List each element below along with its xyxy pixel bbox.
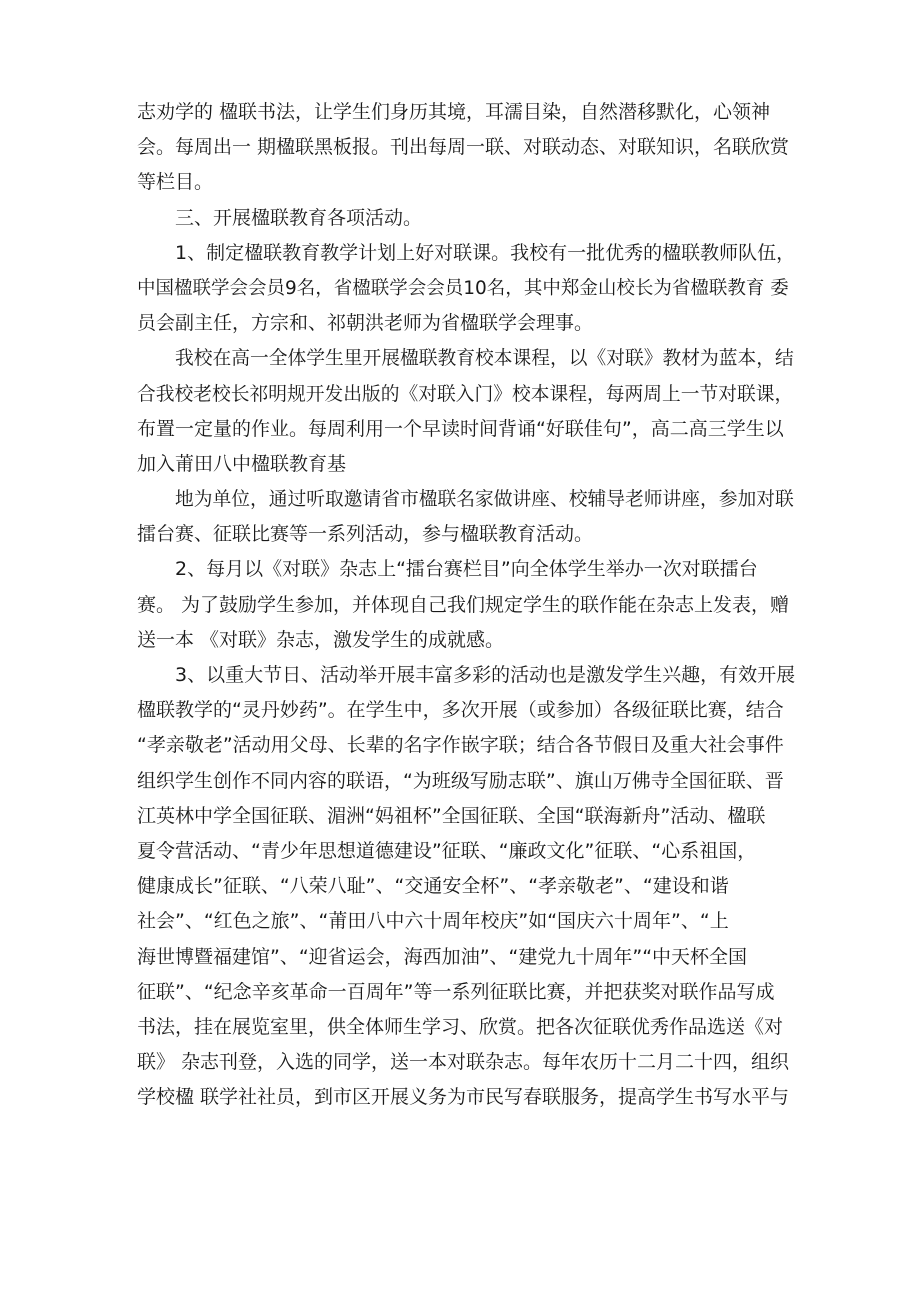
text-line: 夏令营活动、“青少年思想道德建设”征联、“廉政文化”征联、“心系祖国， — [137, 839, 757, 862]
text-line: 2、每月以《对联》杂志上“擂台赛栏目”向全体学生举办一次对联擂台 — [175, 558, 758, 581]
text-line: 员会副主任，方宗和、祁朝洪老师为省楹联学会理事。 — [137, 312, 594, 335]
text-line: 加入莆田八中楹联教育基 — [137, 452, 347, 475]
text-line: 中国楹联学会会员9名，省楹联学会会员10名，其中郑金山校长为省楹联教育 委 — [137, 277, 789, 299]
text-line: 等栏目。 — [137, 171, 214, 194]
text-line: 江英林中学全国征联、湄洲“妈祖杯”全国征联、全国“联海新舟”活动、楹联 — [137, 804, 766, 827]
text-line: 联》 杂志刊登，入选的同学，送一本对联杂志。每年农历十二月二十四，组织 — [137, 1051, 790, 1074]
text-line: 地为单位，通过听取邀请省市楹联名家做讲座、校辅导老师讲座，参加对联 — [175, 489, 794, 511]
text-line: 擂台赛、征联比赛等一系列活动，参与楹联教育活动。 — [137, 523, 594, 546]
text-line: 赛。 为了鼓励学生参加，并体现自己我们规定学生的联作能在杂志上发表，赠 — [137, 593, 790, 616]
text-line: 志劝学的 楹联书法，让学生们身历其境，耳濡目染，自然潜移默化，心领神 — [137, 101, 771, 123]
text-line: 楹联教学的“灵丹妙药”。在学生中，多次开展（或参加）各级征联比赛，结合 — [137, 699, 784, 722]
body-text — [137, 95, 797, 1115]
text-line: 健康成长”征联、“八荣八耻”、“交通安全杯”、“孝亲敬老”、“建设和谐 — [137, 875, 729, 898]
text-line: “孝亲敬老”活动用父母、长辈的名字作嵌字联；结合各节假日及重大社会事件 — [137, 734, 784, 757]
text-line: 送一本 《对联》杂志，激发学生的成就感。 — [137, 628, 505, 651]
text-line: 征联”、“纪念辛亥革命一百周年”等一系列征联比赛，并把获奖对联作品写成 — [137, 980, 775, 1003]
text-line: 学校楹 联学社社员，到市区开展义务为市民写春联服务，提高学生书写水平与 — [137, 1086, 790, 1109]
text-line: 海世博暨福建馆”、“迎省运会，海西加油”、“建党九十周年”“中天杯全国 — [137, 945, 748, 968]
text-line: 我校在高一全体学生里开展楹联教育校本课程，以《对联》教材为蓝本，结 — [175, 348, 794, 370]
text-line: 组织学生创作不同内容的联语，“为班级写励志联”、旗山万佛寺全国征联、晋 — [137, 769, 784, 792]
text-line: 书法，挂在展览室里，供全体师生学习、欣赏。把各次征联优秀作品选送《对 — [137, 1015, 784, 1038]
text-line: 合我校老校长祁明规开发出版的《对联入门》校本课程，每两周上一节对联课， — [137, 383, 794, 405]
text-line: 1、制定楹联教育教学计划上好对联课。我校有一批优秀的楹联教师队伍， — [175, 241, 796, 264]
section-heading: 三、开展楹联教育各项活动。 — [175, 206, 423, 229]
text-line: 社会”、“红色之旅”、“莆田八中六十周年校庆”如“国庆六十周年”、“上 — [137, 910, 729, 933]
text-line: 会。每周出一 期楹联黑板报。刊出每周一联、对联动态、对联知识，名联欣赏 — [137, 136, 790, 159]
text-line: 布置一定量的作业。每周利用一个早读时间背诵“好联佳句”，高二高三学生以 — [137, 417, 784, 440]
text-line: 3、以重大节日、活动举开展丰富多彩的活动也是激发学生兴趣，有效开展 — [175, 664, 796, 686]
